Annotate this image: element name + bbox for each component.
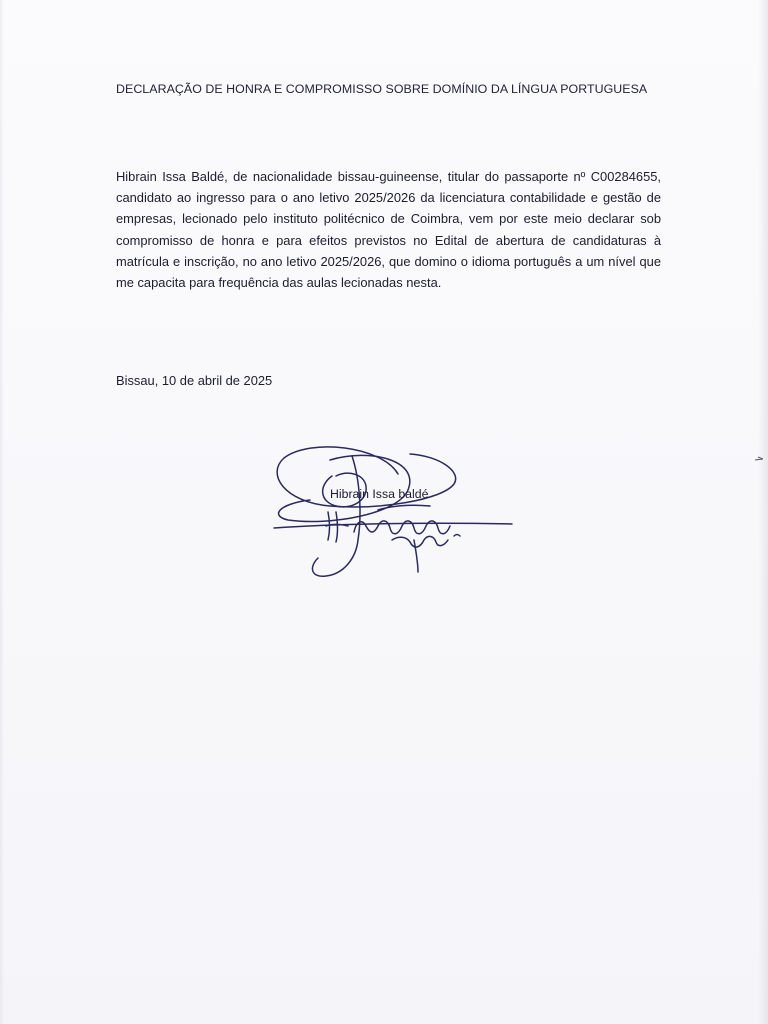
place-and-date: Bissau, 10 de abril de 2025 <box>116 373 273 388</box>
margin-mark <box>754 455 764 463</box>
page-left-edge <box>0 0 4 1024</box>
handwritten-signature <box>270 440 520 580</box>
declaration-body: Hibrain Issa Baldé, de nacionalidade bissau-guineense, titular do passaporte nº C00284655, candidato ao ingresso para o ano letivo 2025/2026 da licenciatura contabilidade e gestão de empresas, lecionado pelo instituto politécnico de Coimbra, vem por este meio declarar sob compromisso de honra e para efeitos previstos no Edital de abertura de candidaturas à matrícula e inscrição, no ano letivo 2025/2026, que domino o idioma português a um nível que me capacita para frequência das aulas lecionadas nesta. <box>116 169 661 291</box>
signature-typed-name: Hibrain Issa baldé <box>330 487 429 501</box>
page-edge-shadow <box>758 0 768 1024</box>
document-title: DECLARAÇÃO DE HONRA E COMPROMISSO SOBRE DOMÍNIO DA LÍNGUA PORTUGUESA <box>116 82 648 96</box>
